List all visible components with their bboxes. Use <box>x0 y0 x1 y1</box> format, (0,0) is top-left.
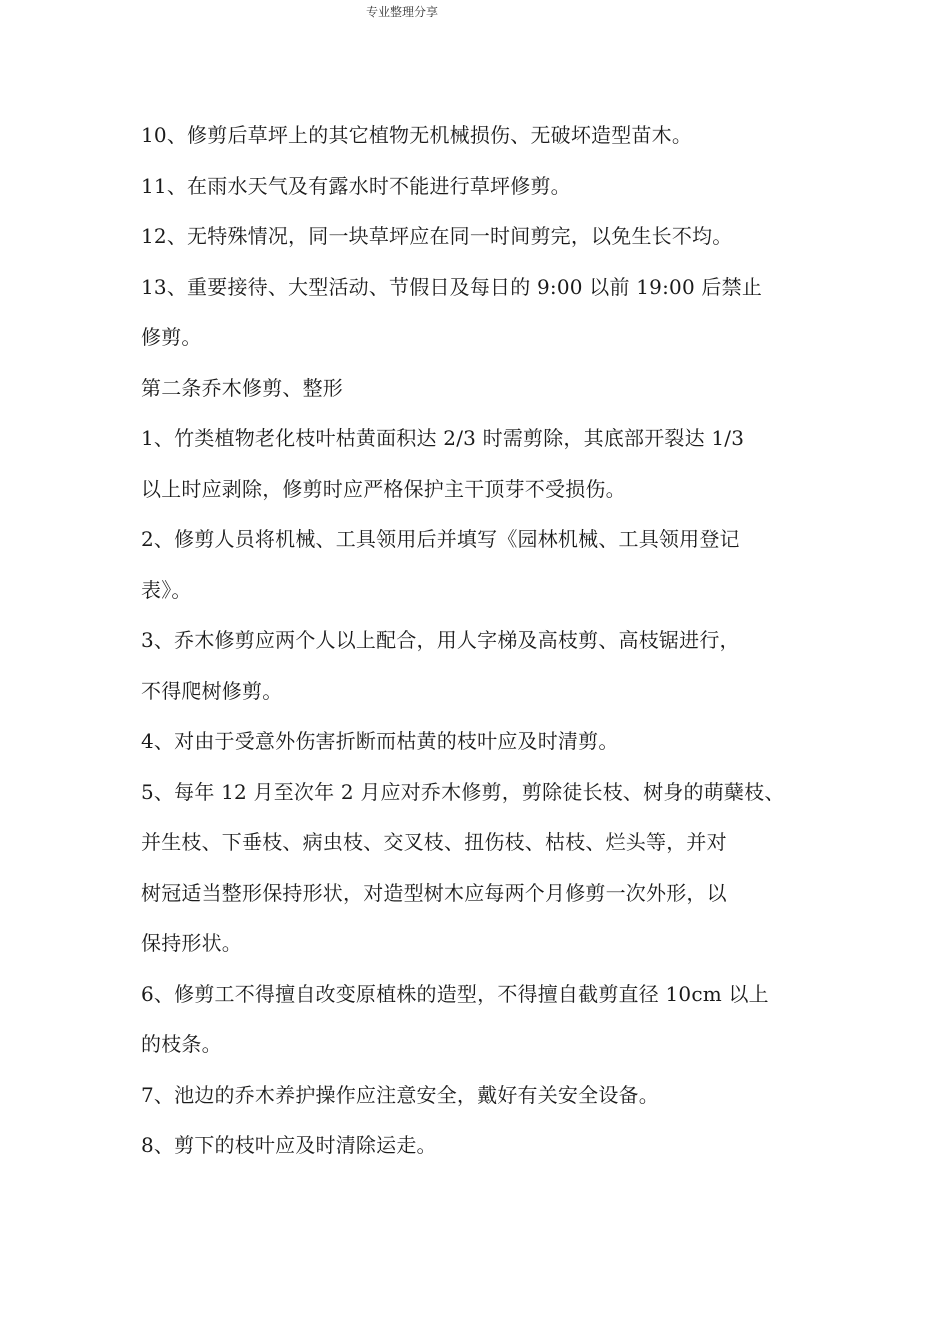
text-line: 8、剪下的枝叶应及时清除运走。 <box>141 1133 437 1157</box>
text-line: 13、重要接待、大型活动、节假日及每日的 9:00 以前 19:00 后禁止 <box>141 274 763 299</box>
text-line: 7、池边的乔木养护操作应注意安全，戴好有关安全设备。 <box>141 1082 659 1107</box>
text-line: 树冠适当整形保持形状，对造型树木应每两个月修剪一次外形，以 <box>141 880 727 905</box>
text-line: 保持形状。 <box>141 931 242 955</box>
text-line: 不得爬树修剪。 <box>141 678 283 703</box>
text-line: 4、对由于受意外伤害折断而枯黄的枝叶应及时清剪。 <box>141 729 619 753</box>
text-line: 6、修剪工不得擅自改变原植株的造型，不得擅自截剪直径 10cm 以上 <box>141 981 769 1006</box>
text-line: 并生枝、下垂枝、病虫枝、交叉枝、扭伤枝、枯枝、烂头等，并对 <box>141 830 727 854</box>
text-line: 1、竹类植物老化枝叶枯黄面积达 2/3 时需剪除，其底部开裂达 1/3 <box>141 426 745 450</box>
page-header: 专业整理分享 <box>366 5 439 19</box>
section-heading: 第二条乔木修剪、整形 <box>141 375 343 400</box>
text-line: 5、每年 12 月至次年 2 月应对乔木修剪，剪除徒长枝、树身的萌蘖枝、 <box>141 779 785 804</box>
text-line: 2、修剪人员将机械、工具领用后并填写《园林机械、工具领用登记 <box>141 527 740 551</box>
text-line: 3、乔木修剪应两个人以上配合，用人字梯及高枝剪、高枝锯进行， <box>141 628 740 652</box>
text-line: 以上时应剥除，修剪时应严格保护主干顶芽不受损伤。 <box>141 476 626 501</box>
text-line: 表》。 <box>141 577 192 602</box>
text-line: 12、无特殊情况，同一块草坪应在同一时间剪完，以免生长不均。 <box>141 224 733 248</box>
text-line: 10、修剪后草坪上的其它植物无机械损伤、无破坏造型苗木。 <box>141 123 693 147</box>
text-line: 11、在雨水天气及有露水时不能进行草坪修剪。 <box>141 173 571 198</box>
text-line: 的枝条。 <box>141 1032 222 1056</box>
document-body <box>141 110 841 1171</box>
text-line: 修剪。 <box>141 325 202 349</box>
